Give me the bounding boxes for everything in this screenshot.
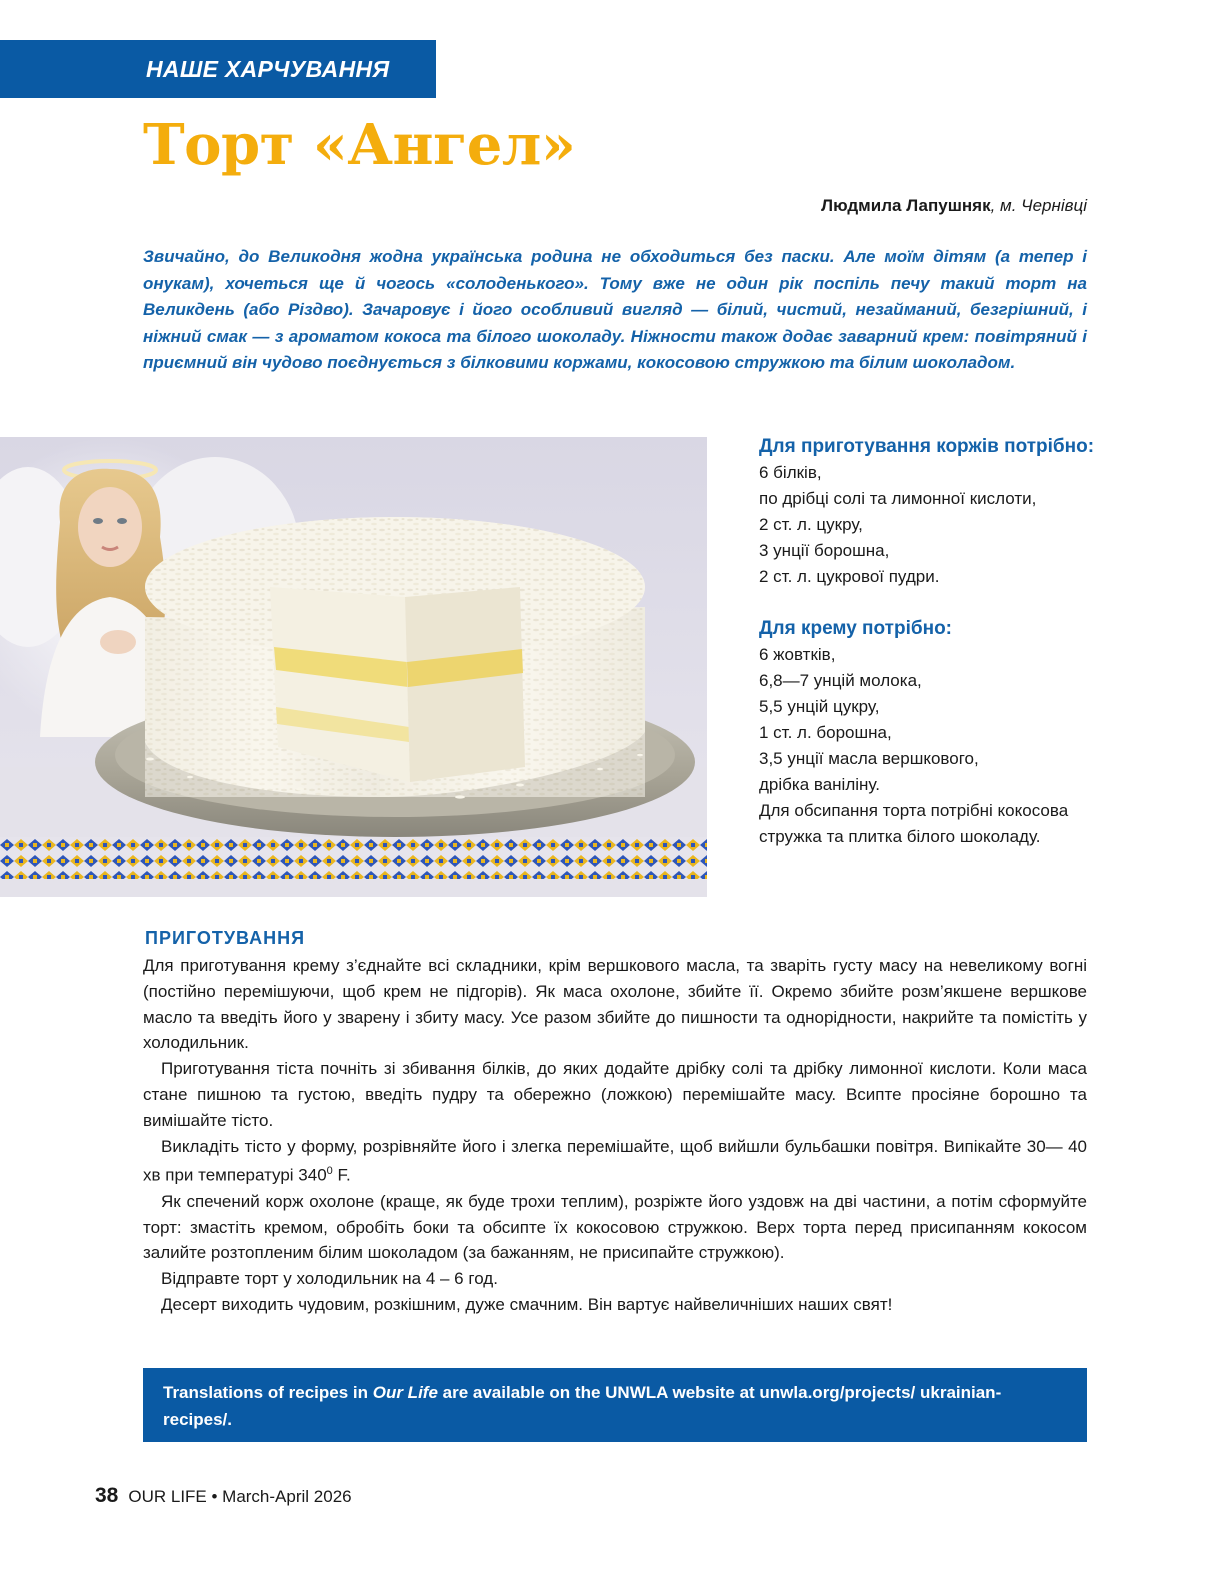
page-footer: [95, 1484, 352, 1508]
cream-ingredients-list: [759, 642, 1099, 798]
list-item: 6,8—7 унцій молока,: [759, 671, 922, 690]
cake-photo: [0, 437, 707, 897]
list-item: 3,5 унції масла вершкового,: [759, 749, 979, 768]
preparation-paragraph: Десерт виходить чудовим, розкішним, дуже смачним. Він вартує найвеличніших наших свят!: [161, 1295, 893, 1315]
magazine-name: Our Life: [372, 1383, 438, 1402]
list-item: 6 жовтків,: [759, 645, 836, 664]
recipe-title: Торт «Ангел»: [143, 112, 576, 178]
list-item: 2 ст. л. цукру,: [759, 515, 863, 534]
preparation-paragraph: Для приготування крему з’єднайте всі складники, крім вершкового масла, та зваріть густу масу на невеликому вогні (постійно перемішуючи, щоб крем не підгорів). Як маса охолоне, збийте її. Окремо збийте розм’якшене вершкове масло та введіть його у зварену і збиту масу. Усе разом збийте до пишности та однорідности, накрийте та помістіть у холодильник.: [143, 956, 1087, 1053]
author-location: , м. Чернівці: [990, 196, 1087, 215]
preparation-paragraph: [143, 1134, 1087, 1189]
base-ingredients-heading: Для приготування коржів потрібно:: [759, 436, 1095, 457]
list-item: 2 ст. л. цукрової пудри.: [759, 567, 940, 586]
ingredients-column: [759, 434, 1099, 850]
degree-superscript: 0: [326, 1165, 333, 1178]
byline: [821, 196, 1087, 216]
note-text-before: Translations of recipes in: [163, 1383, 373, 1402]
preparation-paragraph: Відправте торт у холодильник на 4 – 6 год.: [161, 1269, 498, 1289]
list-item: 3 унції борошна,: [759, 541, 890, 560]
list-item: 1 ст. л. борошна,: [759, 723, 892, 742]
base-ingredients-list: [759, 460, 1099, 590]
intro-paragraph: Звичайно, до Великодня жодна українська родина не обходиться без паски. Але моїм дітям (а тепер і онукам), хочеться ще й чогось «солоденького». Тому вже не один рік поспіль печу такий торт на Великдень (або Різдво). Зачаровує і його особливий вигляд — білий, чистий, незайманий, безгрішний, і ніжний смак — з ароматом кокоса та білого шоколаду. Ніжности також додає заварний крем: повітряний і приємний він чудово поєднується з білковими коржами, кокосовою стружкою та білим шоколадом.: [143, 247, 1087, 372]
section-band: [0, 40, 436, 98]
preparation-heading: ПРИГОТУВАННЯ: [145, 928, 306, 948]
temperature-unit: F.: [332, 1166, 351, 1186]
page-number: 38: [95, 1484, 119, 1507]
section-label: НАШЕ ХАРЧУВАННЯ: [146, 55, 390, 82]
publication-info: OUR LIFE • March-April 2026: [128, 1487, 352, 1506]
preparation-paragraph: Як спечений корж охолоне (краще, як буде трохи теплим), розріжте його уздовж на дві частини, а потім сформуйте торт: змастіть кремом, обробіть боки та обсипте їх кокосовою стружкою. Верх торта перед присипанням кокосом залийте розтопленим білим шоколадом (за бажанням, не присипайте стружкою).: [143, 1191, 1087, 1263]
topping-note: Для обсипання торта потрібні кокосова стружка та плитка білого шоколаду.: [759, 801, 1069, 846]
cream-ingredients-heading: Для крему потрібно:: [759, 618, 952, 639]
list-item: по дрібці солі та лимонної кислоти,: [759, 489, 1037, 508]
translations-note: [143, 1368, 1087, 1442]
preparation-paragraph: Приготування тіста почніть зі збивання білків, до яких додайте дрібку солі та дрібку лимонної кислоти. Коли маса стане пишною та густою, введіть пудру та обережно (ложкою) перемішайте масу. Всипте просіяне борошно та вимішайте тісто.: [143, 1059, 1087, 1130]
list-item: 5,5 унцій цукру,: [759, 697, 880, 716]
author-name: Людмила Лапушняк: [821, 196, 991, 215]
list-item: дрібка ваніліну.: [759, 775, 880, 794]
note-text-after: are available on the UNWLA website at unwla.org/projects/ ukrainian-recipes/.: [163, 1383, 1002, 1429]
bake-instruction: Викладіть тісто у форму, розрівняйте його і злегка перемішайте, щоб вийшли бульбашки повітря. Випікайте 30— 40 хв при температурі 340: [143, 1136, 1087, 1186]
spacer: [759, 590, 1099, 616]
list-item: 6 білків,: [759, 463, 822, 482]
preparation-text: [143, 953, 1087, 1318]
